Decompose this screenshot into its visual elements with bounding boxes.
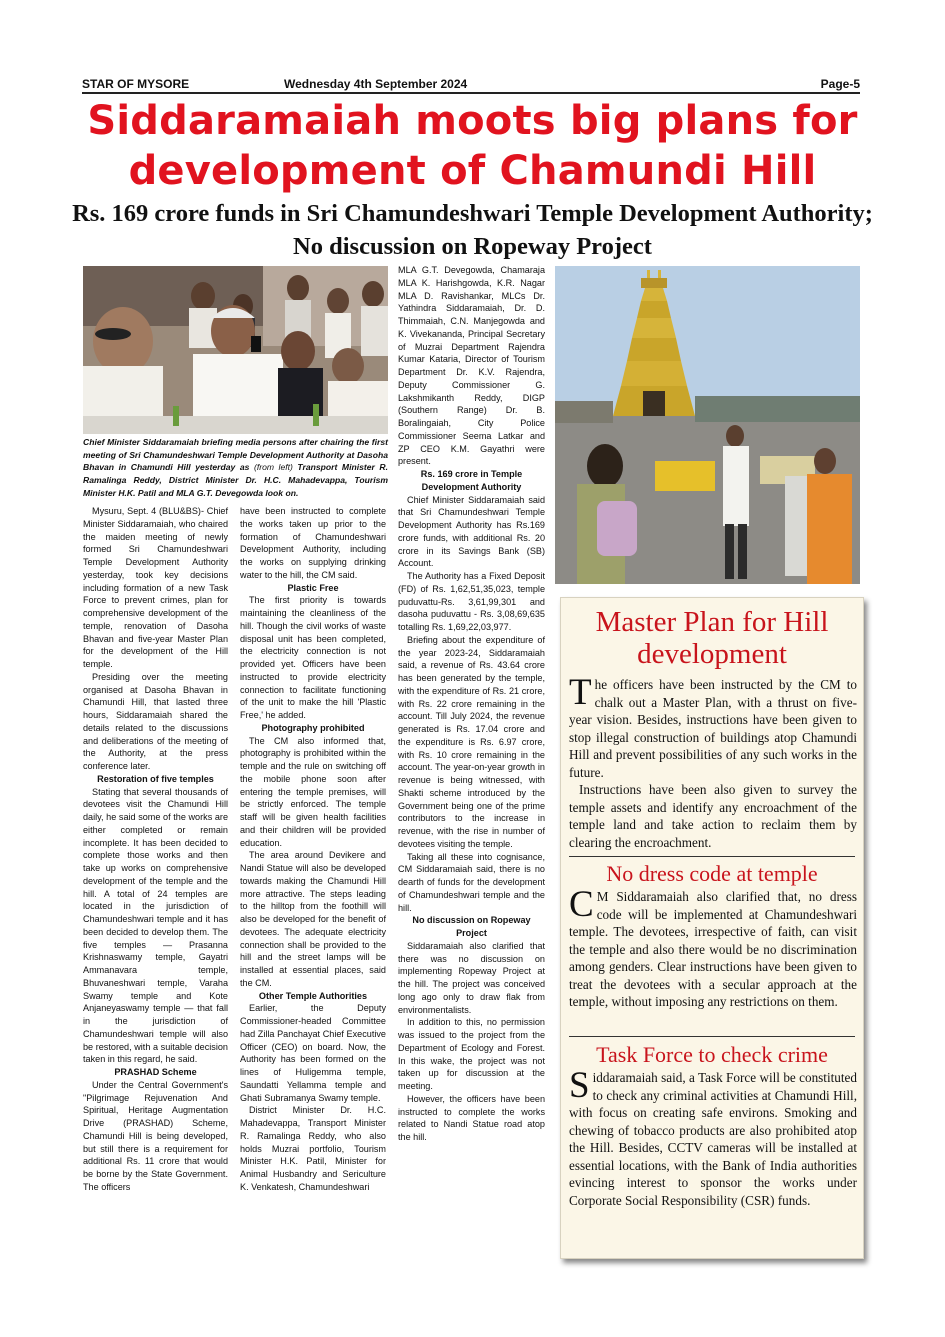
task-force-para-1: iddaramaiah said, a Task Force will be constituted to check any criminal activities at Chamundi Hill, with focus on creating safe environs. Smoking and chewing of tobacco products are also prohibited atop the Hill. Besides, CCTV cameras will be installed at essential locations, with the Bank of India authorities evincing interest to sponsor the works under Corporate Social Responsibility (CSR) funds. <box>569 1070 857 1208</box>
col1-para-1: Mysuru, Sept. 4 (BLU&BS)- Chief Minister Siddaramaiah, who chaired the maiden meeting of newly formed Sri Chamundeshwari Temple Development Authority yesterday, took key decisions including formation of a new Task Force to prevent crimes, plan for comprehensive development of the temple, renovation of Dasoha Bhavan and five-year Master Plan for the development of the Hill temple. <box>83 506 228 669</box>
sidebar-title-task-force: Task Force to check crime <box>596 1042 828 1067</box>
crosshead-restoration: Restoration of five temples <box>97 773 214 784</box>
col3-para-3: The Authority has a Fixed Deposit (FD) of Rs. 1,62,51,35,023, temple puduvattu-Rs. 3,61,99,301 and dasoha puduvattu - Rs. 3,08,69,635 totalling Rs. 1,69,22,03,977. <box>398 571 545 632</box>
crosshead-photography: Photography prohibited <box>261 722 365 733</box>
caption-text-2: Transport Minister R. Ramalinga Reddy, District Minister Dr. H.C. Mahadevappa, Tourism Minister H.K. Patil and MLA G.T. Devegowda look on. <box>83 462 388 498</box>
col3-para-8: However, the officers have been instructed to complete the works related to Nandi Statue road atop the hill. <box>398 1093 545 1142</box>
article-column-3 <box>398 264 545 1144</box>
sidebar-box <box>560 597 864 1259</box>
col3-para-4: Briefing about the expenditure of the year 2023-24, Siddaramaiah said, a revenue of Rs. 43.64 crore has been generated by the temple, with the expenditure of Rs. 21 crore, with Rs. 22 crore remaining in the account. Till July 2024, the revenue generated is Rs. 17.04 crore and the expenditure is Rs. 6.97 crore, with Rs. 10 crore remaining in the account. The year-on-year growth in revenue is being witnessed, with Shakti scheme introduced by the Government being one of the prime contributors to the increase in revenue, with the rise in number of devotees visiting the temple. <box>398 634 545 849</box>
col1-para-2: Presiding over the meeting organised at Dasoha Bhavan in Chamundi Hill, that lasted three hours, Siddaramaiah shared the details related to the discussions and deliberations of the meeting of the Authority, at the press conference later. <box>83 671 228 771</box>
article-column-2 <box>240 505 386 1194</box>
sidebar-title-dress-code: No dress code at temple <box>606 861 818 886</box>
col3-para-7: In addition to this, no permission was issued to the project from the Department of Ecology and Forest. In this wake, the project was not taken up for discussion at the meeting. <box>398 1017 545 1091</box>
article-column-1 <box>83 505 228 1194</box>
crosshead-other-temples: Other Temple Authorities <box>258 990 368 1001</box>
photo-caption <box>83 436 388 500</box>
issue-date: Wednesday 4th September 2024 <box>284 77 468 91</box>
sidebar-divider-2 <box>569 1036 855 1037</box>
dropcap-c: C <box>569 884 594 925</box>
press-meet-photo <box>83 266 388 434</box>
page-number: Page-5 <box>820 77 860 91</box>
sidebar-title-master-plan: Master Plan for Hill development <box>595 606 829 670</box>
dropcap-t: T <box>569 672 592 713</box>
col1-para-3: Stating that several thousands of devotees visit the Chamundi Hill daily, he said some of the works are either completed or remain incomplete. It has been decided to complete those works and then take up works on comprehensive development of the temple and the hill. A total of 24 temples are located in the jurisdiction of Chamundeshwari temple and it has been decided to develop them. The five temples — Prasanna Krishnaswamy temple, Gayatri Ammanavara temple, Bhuvaneshwari temple, Varaha Swamy temple and Kote Anjaneyaswamy temple — that fall in the jurisdiction of Chamundeshwari temple will also be restored, with a suitable decision taken in this regard, he said. <box>83 786 228 1065</box>
sidebar-divider-1 <box>569 856 855 857</box>
dress-code-text <box>569 884 857 1011</box>
paper-name: STAR OF MYSORE <box>82 77 190 91</box>
dropcap-s: S <box>569 1065 590 1106</box>
caption-text-1: Chief Minister Siddaramaiah briefing media persons after chairing the first meeting of Sri Chamundeshwari Temple Development Authority at Dasoha Bhavan in Chamundi Hill yesterday as <box>83 437 388 473</box>
crosshead-ropeway: No discussion on Ropeway Project <box>412 915 531 938</box>
crosshead-plastic-free: Plastic Free <box>287 582 339 593</box>
col2-para-1: have been instructed to complete the works taken up prior to the formation of Chamundeshwari Development Authority, including the works on supplying drinking water to the hill, the CM said. <box>240 506 386 580</box>
temple-photo <box>555 266 860 584</box>
col3-para-5: Taking all these into cognisance, CM Siddaramaiah said, there is no dearth of funds for the development of Chamundeshwari temple and the hill. <box>398 851 545 913</box>
task-force-text <box>569 1065 857 1209</box>
subhead: Rs. 169 crore funds in Sri Chamundeshwari Temple Development Authority; No discussion on Ropeway Project <box>72 200 873 260</box>
master-plan-para-2: Instructions have been also given to survey the temple assets and identify any encroachment of the temple land and take action to reclaim them by clearing the encroachment. <box>569 782 857 850</box>
col3-para-1: MLA G.T. Devegowda, Chamaraja MLA K. Harishgowda, K.R. Nagar MLA D. Ravishankar, MLCs Dr. Yathindra Siddaramaiah, Dr. D. Thimmaiah, C.N. Manjegowda and K. Vivekananda, Principal Secretary of Muzrai Department Rajendra Kumar Kataria, Director of Tourism Department Dr. K.V. Rajendra, Deputy Commissioner G. Lakshmikanth Reddy, DIGP (Southern Range) Dr. B. Boralingaiah, City Police Commissioner Seema Latkar and ZP CEO K.M. Gayathri were present. <box>398 265 545 467</box>
col2-para-4: The area around Devikere and Nandi Statue will also be developed towards making the Chamundi Hill more attractive. The steps leading to the hilltop from the foothill will also be developed for the benefit of devotees. The adequate electricity connection shall be provided to the hill and the street lamps will be installed at essential places, said the CM. <box>240 850 386 988</box>
master-plan-para-1: he officers have been instructed by the CM to chalk out a Master Plan, with a thrust on five-year vision. Besides, instructions have been given to stop illegal construction of buildings atop Chamundi Hill and prevent possibilities of any such works in the future. <box>569 677 857 780</box>
crosshead-prashad: PRASHAD Scheme <box>114 1067 197 1077</box>
col3-para-2: Chief Minister Siddaramaiah said that Sri Chamundeshwari Temple Development Authority has Rs.169 crore funds, with additional Rs. 20 crore in its Savings Bank (SB) Account. <box>398 494 545 569</box>
col2-para-3: The CM also informed that, photography is prohibited within the temple and the rule on switching off the mobile phone soon after entering the temple premises, will be strictly enforced. The temple staff will be given health facilities and their children will be provided education. <box>240 735 386 848</box>
crosshead-rs169: Rs. 169 crore in Temple Development Authority <box>420 469 523 492</box>
col3-para-6: Siddaramaiah also clarified that there was no discussion on implementing Ropeway Project at the hill. The project was conceived long ago only to draw flak from environmentalists. <box>398 940 545 1015</box>
masthead-rule <box>82 92 860 94</box>
master-plan-text <box>569 672 857 851</box>
col1-para-4: Under the Central Government's "Pilgrimage Rejuvenation And Spiritual, Heritage Augmentation Drive (PRASHAD) Scheme, Chamundi Hill is being developed, but still there is a requirement for additional Rs. 11 crore that would be borne by the State Government. The officers <box>83 1079 228 1192</box>
caption-from-left: (from left) <box>253 462 293 473</box>
headline: Siddaramaiah moots big plans for development of Chamundi Hill <box>87 98 858 194</box>
col2-para-5: Earlier, the Deputy Commissioner-headed Committee had Zilla Panchayat Chief Executive Officer (CEO) on board. Now, the Authority has been formed on the lines of Huligemma temple, Saundatti Yellamma temple and Ghati Subramanya Swamy temple. <box>240 1003 386 1103</box>
col2-para-2: The first priority is towards maintaining the cleanliness of the hill. Though the civil works of waste disposal unit has been completed, the electricity connection is not provided yet. Officers have been instructed to provide electricity connection to facilitate functioning of the unit to make the hill 'Plastic Free,' he added. <box>240 595 386 720</box>
dress-code-para-1: M Siddaramaiah also clarified that, no dress code will be implemented at Chamundeshwari temple. The devotees, irrespective of faith, can visit the temple and also there would be no discrimination among genders. Clear instructions have been given to treat the devotees with a secular approach at the temple, without imposing any restrictions on them. <box>569 889 857 1009</box>
masthead <box>82 74 860 94</box>
col2-para-6: District Minister Dr. H.C. Mahadevappa, Transport Minister R. Ramalinga Reddy, who also holds Muzrai portfolio, Tourism Minister H.K. Patil, Minister for Animal Husbandry and Sericulture K. Venkatesh, Chamundeshwari <box>240 1105 386 1192</box>
